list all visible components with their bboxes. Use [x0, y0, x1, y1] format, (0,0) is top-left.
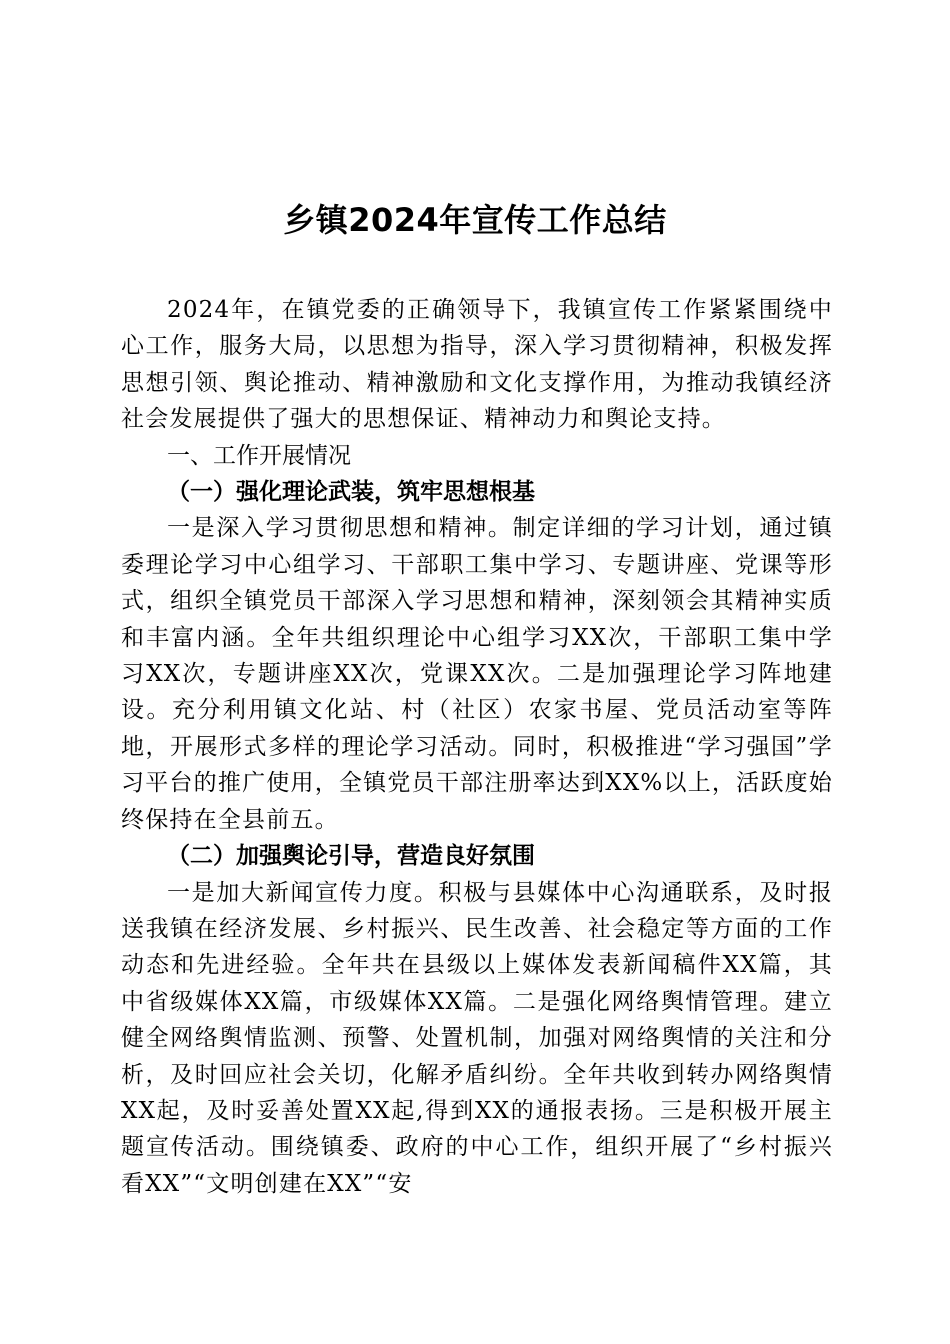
document-body — [121, 292, 833, 1202]
section-heading-work-progress: 一、工作开展情况 — [167, 442, 351, 469]
intro-paragraph: 2024年，在镇党委的正确领导下，我镇宣传工作紧紧围绕中心工作，服务大局，以思想为指导，深入学习贯彻精神，积极发挥思想引领、舆论推动、精神激励和文化支撑作用，为推动我镇经济社会发展提供了强大的思想保证、精神动力和舆论支持。 — [121, 297, 833, 433]
subsection-heading-public-opinion: （二）加强舆论引导，营造良好氛围 — [167, 842, 535, 870]
subsection-heading-theory: （一）强化理论武装，筑牢思想根基 — [167, 478, 535, 506]
subsection-body-public-opinion: 一是加大新闻宣传力度。积极与县媒体中心沟通联系，及时报送我镇在经济发展、乡村振兴、民生改善、社会稳定等方面的工作动态和先进经验。全年共在县级以上媒体发表新闻稿件XX篇，其中省级媒体XX篇，市级媒体XX篇。二是强化网络舆情管理。建立健全网络舆情监测、预警、处置机制，加强对网络舆情的关注和分析，及时回应社会关切，化解矛盾纠纷。全年共收到转办网络舆情XX起，及时妥善处置XX起,得到XX的通报表扬。三是积极开展主题宣传活动。围绕镇委、政府的中心工作，组织开展了“乡村振兴看XX”“文明创建在XX”“安 — [121, 879, 833, 1197]
document-title: 乡镇2024年宣传工作总结 — [283, 201, 667, 239]
subsection-body-theory: 一是深入学习贯彻思想和精神。制定详细的学习计划，通过镇委理论学习中心组学习、干部职工集中学习、专题讲座、党课等形式，组织全镇党员干部深入学习思想和精神，深刻领会其精神实质和丰富内涵。全年共组织理论中心组学习XX次，干部职工集中学习XX次，专题讲座XX次，党课XX次。二是加强理论学习阵地建设。充分利用镇文化站、村（社区）农家书屋、党员活动室等阵地，开展形式多样的理论学习活动。同时，积极推进“学习强国”学习平台的推广使用，全镇党员干部注册率达到XX%以上，活跃度始终保持在全县前五。 — [121, 515, 833, 833]
